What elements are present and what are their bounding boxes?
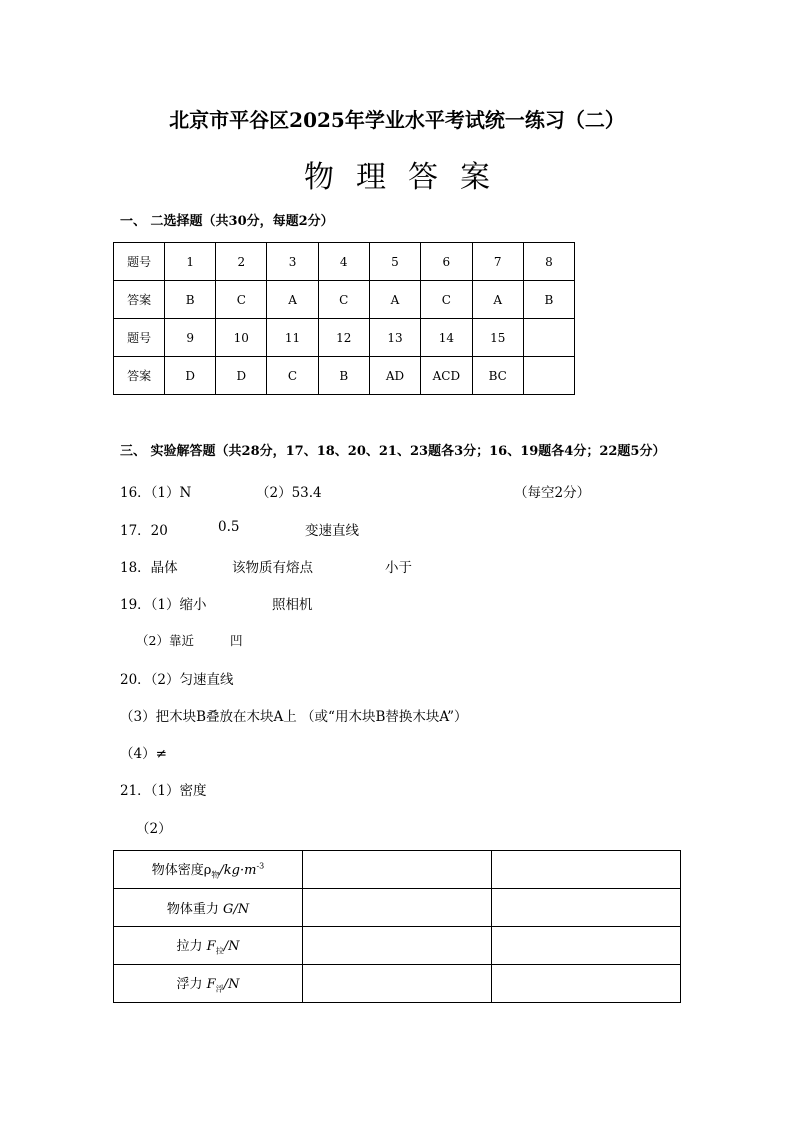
table-cell	[303, 965, 492, 1003]
table-cell: 5	[369, 243, 420, 281]
table-cell	[303, 889, 492, 927]
answer-18-part2: 该物质有熔点	[232, 560, 313, 576]
answer-17-part1: 17．20	[120, 523, 168, 539]
density-label: 物体密度ρ	[151, 862, 212, 878]
table-cell: C	[421, 281, 472, 319]
answer-20-part1: 20．（2）匀速直线	[120, 672, 234, 688]
table-cell	[303, 851, 492, 889]
table-cell: C	[216, 281, 267, 319]
table-cell: 10	[216, 319, 267, 357]
table-cell: D	[165, 357, 216, 395]
buoyancy-symbol: F	[206, 976, 216, 992]
density-unit: /kg·m	[219, 862, 257, 878]
table-cell: D	[216, 357, 267, 395]
table-cell	[492, 889, 681, 927]
table-cell	[523, 357, 574, 395]
table-cell: 7	[472, 243, 523, 281]
table-cell	[523, 319, 574, 357]
table-cell: 4	[318, 243, 369, 281]
table-cell: B	[318, 357, 369, 395]
row-header-density	[114, 851, 303, 889]
table-cell: 14	[421, 319, 472, 357]
table-cell: AD	[369, 357, 420, 395]
buoyancy-unit: /N	[223, 976, 240, 992]
answer-19-part1: 19．（1）缩小	[120, 597, 207, 613]
weight-unit: G/N	[223, 902, 250, 917]
row-header-tension	[114, 927, 303, 965]
table-cell: 13	[369, 319, 420, 357]
section3-heading: 三、 实验解答题（共28分，17、18、20、21、23题各3分；16、19题各4分；22题5分）	[120, 444, 666, 459]
answer-16-part1: 16．（1）N	[120, 485, 192, 501]
row-label: 答案	[114, 357, 165, 395]
table-cell: 12	[318, 319, 369, 357]
table-cell: A	[472, 281, 523, 319]
table-cell: B	[165, 281, 216, 319]
row-header-buoyancy	[114, 965, 303, 1003]
table-row	[114, 965, 681, 1003]
density-exponent: -3	[256, 861, 265, 871]
answer-18-part1: 18．晶体	[120, 560, 178, 576]
table-cell	[492, 927, 681, 965]
weight-label: 物体重力	[166, 902, 219, 917]
table-cell	[492, 851, 681, 889]
row-label: 答案	[114, 281, 165, 319]
table-row	[114, 927, 681, 965]
table-cell: 3	[267, 243, 318, 281]
table-cell: BC	[472, 357, 523, 395]
answer-21-part1: 21．（1）密度	[120, 783, 207, 799]
table-row	[114, 889, 681, 927]
table-cell: 6	[421, 243, 472, 281]
table-cell: B	[523, 281, 574, 319]
buoyancy-subscript: 浮	[215, 984, 224, 994]
answer-21-part2: （2）	[136, 821, 172, 837]
density-subscript: 物	[211, 870, 220, 880]
table-row	[114, 851, 681, 889]
table-cell: C	[318, 281, 369, 319]
choice-answer-table	[113, 242, 575, 395]
tension-label: 拉力	[176, 938, 203, 954]
table-cell	[492, 965, 681, 1003]
table-cell: 15	[472, 319, 523, 357]
answer-17-part3: 变速直线	[305, 523, 359, 539]
row-label: 题号	[114, 319, 165, 357]
table-cell	[303, 927, 492, 965]
table-cell: C	[267, 357, 318, 395]
table-row	[114, 243, 575, 281]
answer-16-note: （每空2分）	[514, 485, 591, 501]
table-row	[114, 319, 575, 357]
answer-17-part2: 0.5	[218, 519, 240, 535]
tension-unit: /N	[223, 938, 240, 954]
document-subtitle: 物理答案	[304, 160, 512, 195]
table-cell: 2	[216, 243, 267, 281]
answer-18-part3: 小于	[385, 560, 412, 576]
table-cell: A	[267, 281, 318, 319]
row-header-weight	[114, 889, 303, 927]
table-cell: 11	[267, 319, 318, 357]
answer-19-part2: 照相机	[272, 597, 313, 613]
answer-20-part2: （3）把木块B叠放在木块A上 （或“用木块B替换木块A”）	[120, 709, 468, 725]
table-row	[114, 357, 575, 395]
section1-heading: 一、 二选择题（共30分，每题2分）	[120, 214, 334, 229]
answer-16-part2: （2）53.4	[256, 485, 322, 501]
data-record-table	[113, 850, 681, 1003]
table-cell: 1	[165, 243, 216, 281]
tension-subscript: 拉	[215, 946, 224, 956]
buoyancy-label: 浮力	[176, 976, 203, 992]
document-title: 北京市平谷区2025年学业水平考试统一练习（二）	[169, 108, 625, 132]
table-cell: 8	[523, 243, 574, 281]
answer-19-part3: （2）靠近	[136, 633, 194, 648]
table-cell: ACD	[421, 357, 472, 395]
answer-19-part4: 凹	[230, 633, 243, 648]
row-label: 题号	[114, 243, 165, 281]
table-row	[114, 281, 575, 319]
answer-20-part3: （4）≠	[120, 746, 167, 762]
tension-symbol: F	[206, 938, 216, 954]
table-cell: A	[369, 281, 420, 319]
table-cell: 9	[165, 319, 216, 357]
